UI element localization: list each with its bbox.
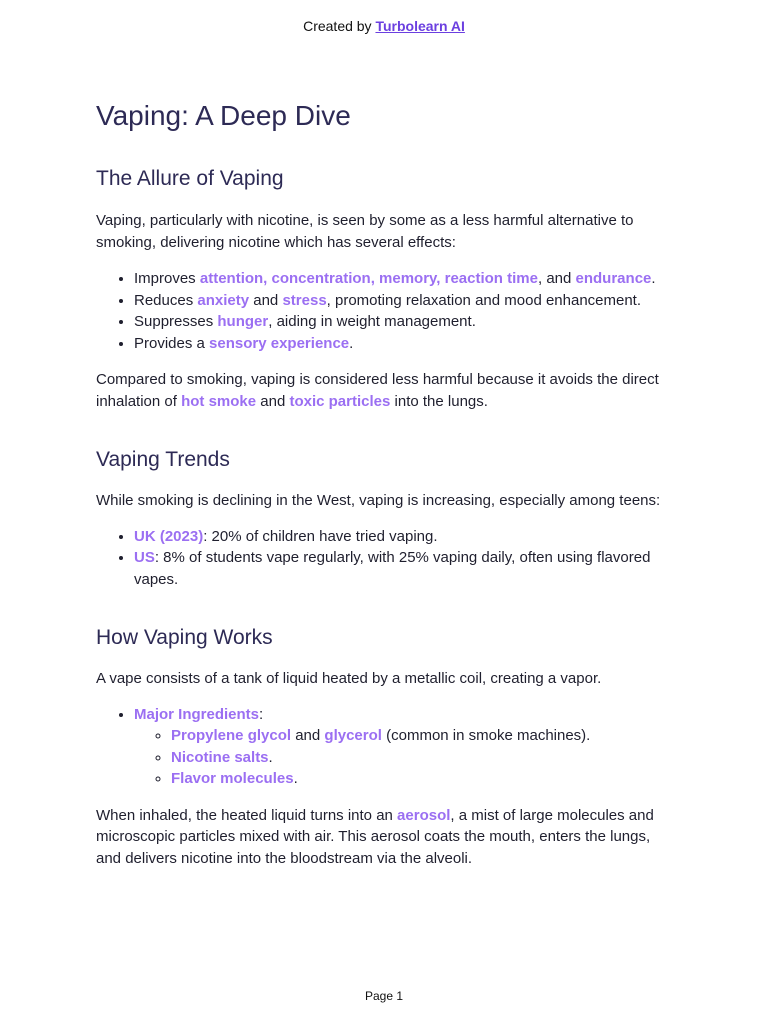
list-item xyxy=(134,311,676,333)
list-item xyxy=(134,333,676,355)
text: Improves xyxy=(134,270,200,287)
list-item xyxy=(171,747,676,769)
text: , a mist of large molecules and microscopic particles mixed with air. This aerosol coats the mouth, enters the lungs, and delivers nicotine into the bloodstream via the alveoli. xyxy=(96,806,654,867)
highlight-term: Flavor molecules xyxy=(171,770,294,787)
highlight-term: Nicotine salts xyxy=(171,748,269,766)
highlight-term: glycerol xyxy=(324,727,382,744)
text: and xyxy=(249,291,283,309)
text: : 20% of children have tried vaping. xyxy=(203,527,438,545)
allure-list xyxy=(96,268,676,354)
trends-intro: While smoking is declining in the West, vaping is increasing, especially among teens: xyxy=(96,492,661,509)
highlight-term: endurance xyxy=(575,270,652,287)
section-heading-allure: The Allure of Vaping xyxy=(96,167,284,190)
text: Compared to smoking, vaping is considered less harmful because it avoids the direct inhalation of xyxy=(96,371,659,410)
allure-outro xyxy=(96,369,676,412)
highlight-term: hunger xyxy=(217,313,269,330)
text: and xyxy=(256,392,290,410)
trends-list xyxy=(96,526,676,591)
list-item xyxy=(134,526,676,548)
page-header xyxy=(0,18,768,34)
highlight-term: sensory experience xyxy=(209,334,350,352)
section-heading-trends: Vaping Trends xyxy=(96,448,230,471)
header-prefix: Created by xyxy=(303,18,376,34)
page-number: Page 1 xyxy=(364,989,404,1003)
brand-link[interactable]: Turbolearn AI xyxy=(375,18,465,34)
text: Reduces xyxy=(134,291,198,309)
text: Suppresses xyxy=(134,313,218,330)
works-list xyxy=(96,704,676,790)
document-body xyxy=(96,96,676,869)
section-heading-works: How Vaping Works xyxy=(96,626,273,649)
text: : 8% of students vape regularly, with 25% vaping daily, often using flavored vapes. xyxy=(134,549,651,588)
text: , and xyxy=(537,270,576,287)
text: . xyxy=(293,770,298,787)
highlight-term: stress xyxy=(282,291,327,309)
page-title: Vaping: A Deep Dive xyxy=(96,100,351,131)
allure-intro: Vaping, particularly with nicotine, is seen by some as a less harmful alternative to smoking, delivering nicotine which has several effects: xyxy=(96,212,634,251)
highlight-term: Propylene glycol xyxy=(171,727,292,744)
highlight-term: toxic particles xyxy=(289,392,391,410)
highlight-term: attention, concentration, memory, reaction time xyxy=(199,270,538,287)
list-item xyxy=(134,290,676,312)
highlight-term: aerosol xyxy=(397,806,451,824)
text: : xyxy=(259,705,264,723)
highlight-term: anxiety xyxy=(197,291,250,309)
works-intro: A vape consists of a tank of liquid heated by a metallic coil, creating a vapor. xyxy=(96,670,602,687)
text: into the lungs. xyxy=(390,392,488,410)
text: When inhaled, the heated liquid turns into an xyxy=(96,806,398,824)
list-item xyxy=(134,704,676,790)
text: , promoting relaxation and mood enhancement. xyxy=(326,291,642,309)
list-item xyxy=(134,268,676,290)
list-item xyxy=(134,547,676,590)
text: Provides a xyxy=(134,334,210,352)
highlight-term: Major Ingredients xyxy=(134,705,260,723)
text: . xyxy=(651,270,656,287)
list-item xyxy=(171,768,676,790)
ingredients-sublist xyxy=(134,725,676,790)
text: , aiding in weight management. xyxy=(268,313,476,330)
text: . xyxy=(349,334,354,352)
works-outro xyxy=(96,805,676,870)
highlight-term: US xyxy=(134,549,155,566)
text: and xyxy=(291,727,325,744)
text: (common in smoke machines). xyxy=(381,727,591,744)
text: . xyxy=(268,748,273,766)
highlight-term: hot smoke xyxy=(181,392,257,410)
highlight-term: UK (2023) xyxy=(134,527,204,545)
list-item xyxy=(171,725,676,747)
